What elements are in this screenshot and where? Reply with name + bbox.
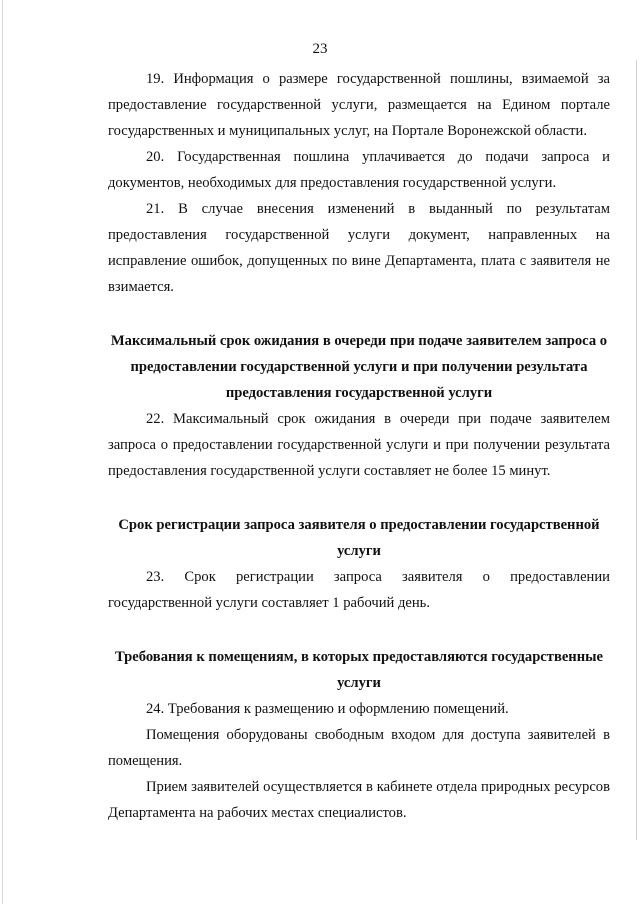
paragraph-24-reception: Прием заявителей осуществляется в кабинете отдела природных ресурсов Департамента на рабочих местах специалистов.	[108, 779, 610, 821]
spacer	[108, 300, 610, 328]
document-body	[108, 66, 610, 826]
paragraph-21: 21. В случае внесения изменений в выданный по результатам предоставления государственной услуги документ, направленных на исправление ошибок, допущенных по вине Департамента, плата с заявителя не взимается.	[108, 201, 610, 295]
heading-registration-time: Срок регистрации запроса заявителя о предоставлении государственной услуги	[118, 517, 600, 559]
paragraph-22: 22. Максимальный срок ожидания в очереди при подаче заявителем запроса о предоставлении государственной услуги и при получении результата предоставления государственной услуги составляет не более 15 минут.	[108, 411, 610, 479]
paragraph-24-entrance: Помещения оборудованы свободным входом для доступа заявителей в помещения.	[108, 727, 610, 769]
page-number: 23	[312, 41, 328, 57]
spacer	[108, 616, 610, 644]
paragraph-24: 24. Требования к размещению и оформлению помещений.	[146, 701, 509, 717]
heading-queue-time: Максимальный срок ожидания в очереди при подаче заявителем запроса о предоставлении государственной услуги и при получении результата предоставления государственной услуги	[110, 333, 608, 401]
heading-premises-requirements: Требования к помещениям, в которых предоставляются государственные услуги	[115, 649, 603, 691]
spacer	[108, 484, 610, 512]
paragraph-19: 19. Информация о размере государственной пошлины, взимаемой за предоставление государственной услуги, размещается на Едином портале государственных и муниципальных услуг, на Портале Воронежской области.	[108, 71, 610, 139]
scan-edge-right	[636, 60, 637, 840]
paragraph-20: 20. Государственная пошлина уплачивается до подачи запроса и документов, необходимых для предоставления государственной услуги.	[108, 149, 610, 191]
scan-edge-left	[2, 0, 3, 904]
paragraph-23: 23. Срок регистрации запроса заявителя о предоставлении государственной услуги составляет 1 рабочий день.	[108, 569, 610, 611]
